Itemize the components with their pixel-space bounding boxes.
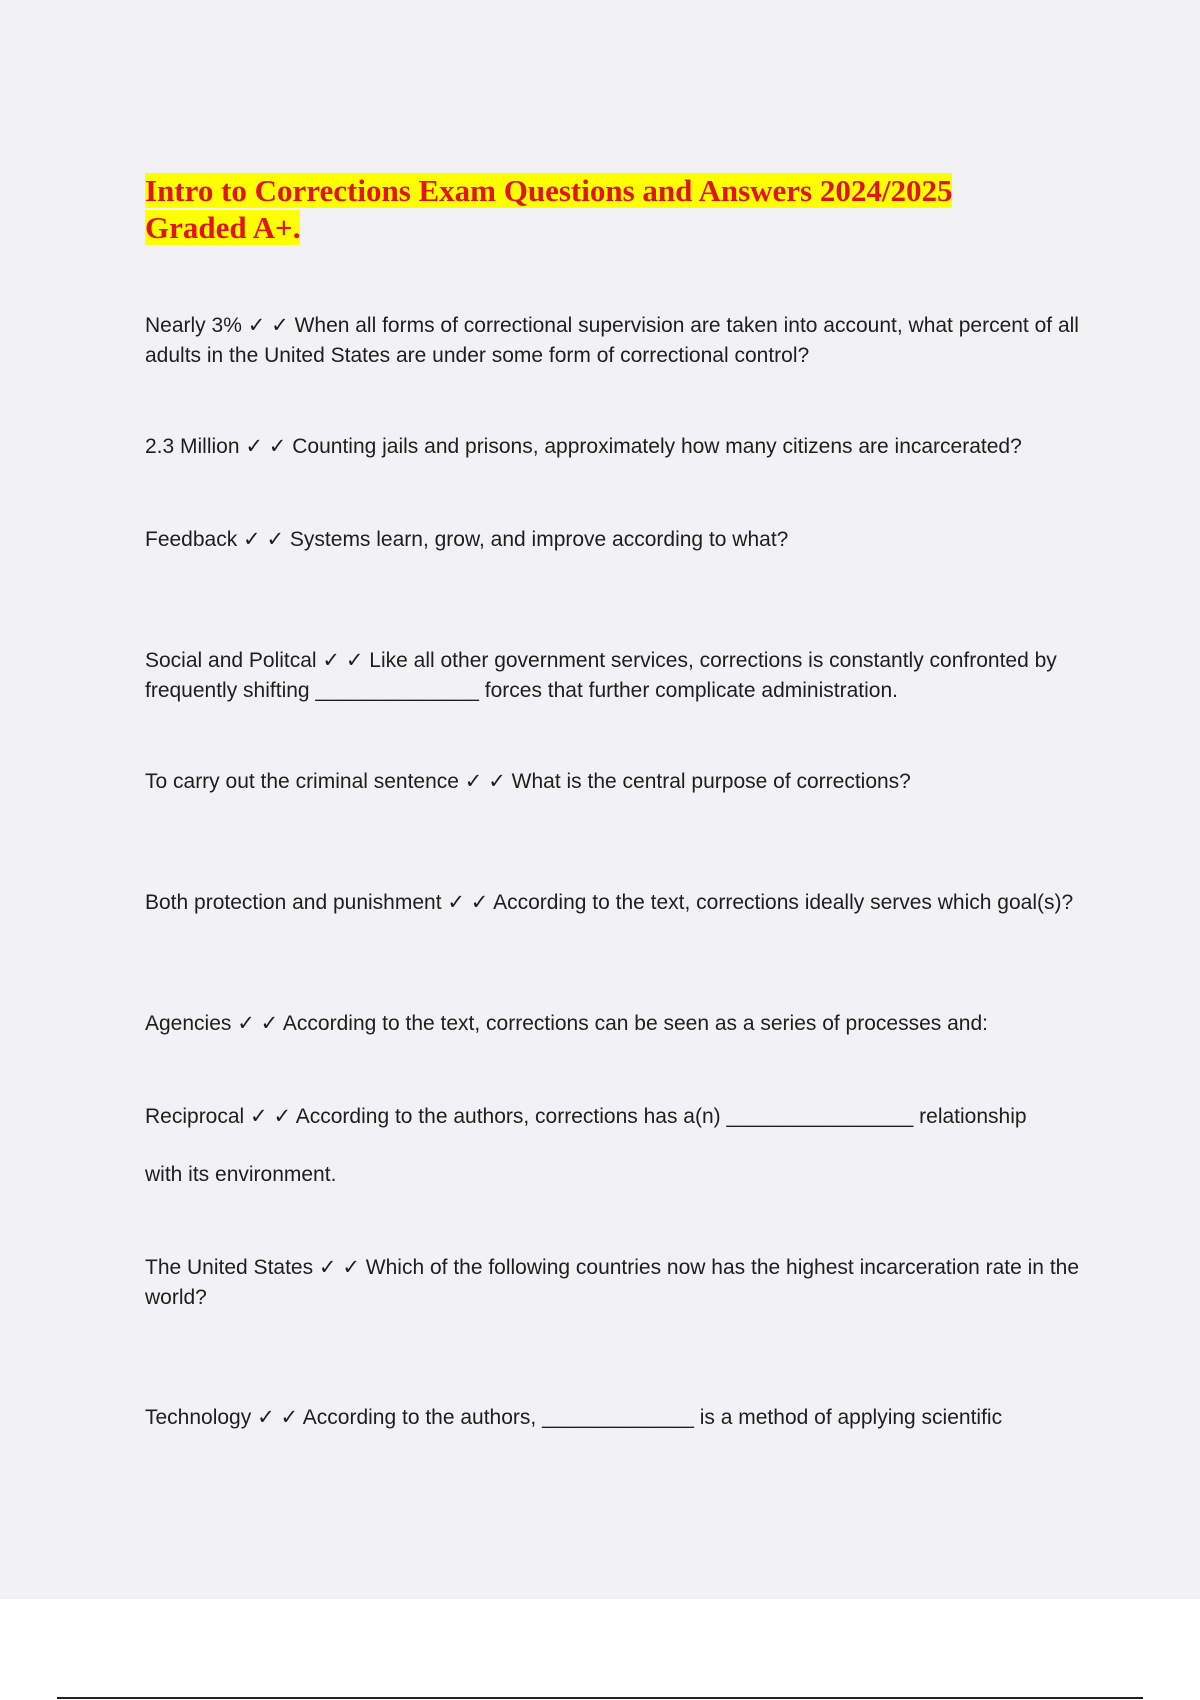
qa-item: The United States ✓ ✓ Which of the following countries now has the highest incarceration rate in the world? (145, 1256, 1080, 1309)
qa-item: Agencies ✓ ✓ According to the text, corrections can be seen as a series of processes and: (145, 1012, 988, 1035)
document-title (145, 172, 1045, 246)
qa-item: Both protection and punishment ✓ ✓ According to the text, corrections ideally serves which goal(s)? (145, 891, 1074, 914)
title-line-2: Graded A+. (145, 210, 301, 245)
bottom-divider (57, 1697, 1143, 1699)
qa-item: To carry out the criminal sentence ✓ ✓ What is the central purpose of corrections? (145, 770, 911, 793)
qa-item: Feedback ✓ ✓ Systems learn, grow, and improve according to what? (145, 528, 789, 551)
title-line-1: Intro to Corrections Exam Questions and Answers 2024/2025 (145, 173, 953, 208)
qa-item: Technology ✓ ✓ According to the authors, _____________ is a method of applying scientific (145, 1406, 1003, 1429)
qa-item: 2.3 Million ✓ ✓ Counting jails and prisons, approximately how many citizens are incarcerated? (145, 435, 1022, 458)
qa-item: Social and Politcal ✓ ✓ Like all other government services, corrections is constantly confronted by frequently shifting ______________ forces that further complicate administration. (145, 649, 1057, 702)
qa-item: Reciprocal ✓ ✓ According to the authors, corrections has a(n) ________________ relationship (145, 1105, 1027, 1128)
qa-item: Nearly 3% ✓ ✓ When all forms of correctional supervision are taken into account, what percent of all adults in the United States are under some form of correctional control? (145, 314, 1079, 367)
qa-item-continuation: with its environment. (145, 1163, 337, 1186)
